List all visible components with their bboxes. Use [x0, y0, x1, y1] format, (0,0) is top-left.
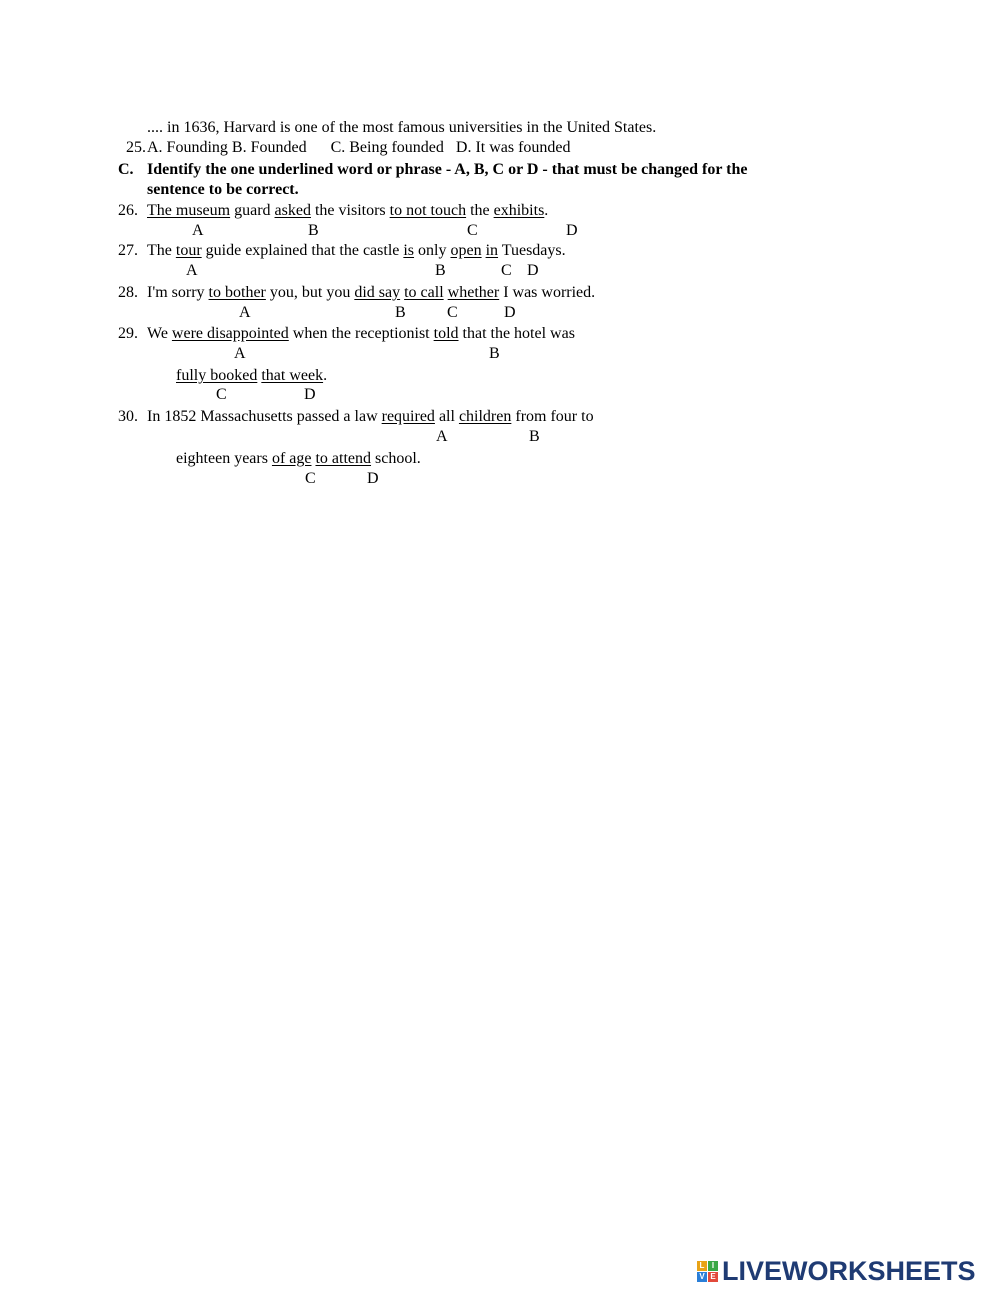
option-letter-d: D	[504, 304, 516, 321]
question-25	[118, 118, 146, 158]
option-letter-b: B	[529, 428, 540, 445]
sentence-text: the	[466, 202, 494, 219]
question-29-sentence	[147, 324, 575, 344]
underlined-option-b: is	[403, 242, 415, 259]
logo-tile: L	[697, 1261, 707, 1271]
sentence-text: guide explained that the castle	[201, 242, 404, 259]
section-label: C.	[118, 161, 134, 178]
underlined-option-a: The museum	[147, 202, 231, 219]
underlined-option-b: did say	[354, 284, 401, 301]
sentence-text: all	[434, 408, 459, 425]
section-instruction-line-2: sentence to be correct.	[147, 181, 299, 198]
sentence-text: We	[147, 325, 172, 342]
sentence-text: you, but you	[265, 284, 355, 301]
underlined-option-c: to not touch	[389, 202, 467, 219]
sentence-text: guard	[230, 202, 275, 219]
option-letter-a: A	[186, 262, 198, 279]
question-26-sentence	[147, 201, 548, 221]
sentence-text: I was worried.	[499, 284, 596, 301]
underlined-option-a: were disappointed	[171, 325, 289, 342]
sentence-text: I'm sorry	[147, 284, 209, 301]
logo-tile: I	[708, 1261, 718, 1271]
option-letter-b: B	[435, 262, 446, 279]
option-letter-d: D	[566, 222, 578, 239]
question-number: 26.	[118, 202, 138, 219]
underlined-option-d: in	[485, 242, 499, 259]
underlined-option-d: that week	[261, 367, 324, 384]
option-letter-c: C	[501, 262, 512, 279]
option-letter-a: A	[436, 428, 448, 445]
liveworksheets-logo	[697, 1256, 976, 1286]
sentence-text: only	[414, 242, 451, 259]
option-letter-c: C	[305, 470, 316, 487]
underlined-option-d: exhibits	[493, 202, 545, 219]
question-number: 28.	[118, 284, 138, 301]
underlined-option-c: of age	[271, 450, 312, 467]
question-30-sentence	[147, 407, 594, 427]
underlined-option-c: fully booked	[176, 367, 258, 384]
option-letter-d: D	[527, 262, 539, 279]
underlined-option-a: required	[381, 408, 435, 425]
question-30-sentence-cont	[176, 449, 421, 469]
underlined-option-a: to bother	[208, 284, 266, 301]
sentence-text: the visitors	[310, 202, 390, 219]
option-letter-b: B	[489, 345, 500, 362]
option-letter-a: A	[239, 304, 251, 321]
sentence-text: In 1852 Massachusetts passed a law	[147, 408, 382, 425]
sentence-text: The	[147, 242, 176, 259]
question-number: 29.	[118, 325, 138, 342]
sentence-text: .	[323, 367, 328, 384]
underlined-option-c: to call	[404, 284, 444, 301]
logo-tiles-icon	[697, 1261, 718, 1282]
option-letter-c: C	[467, 222, 478, 239]
sentence-text: that the hotel was	[458, 325, 575, 342]
option-letter-b: B	[395, 304, 406, 321]
underlined-option-d: whether	[447, 284, 500, 301]
sentence-text: Tuesdays.	[498, 242, 566, 259]
underlined-option-a: tour	[175, 242, 202, 259]
option-letter-d: D	[304, 386, 316, 403]
underlined-option-b: told	[433, 325, 459, 342]
option-letter-a: A	[234, 345, 246, 362]
question-number: 27.	[118, 242, 138, 259]
option-letter-d: D	[367, 470, 379, 487]
question-29-sentence-cont	[176, 366, 327, 386]
logo-tile: V	[697, 1272, 707, 1282]
question-28-sentence	[147, 283, 595, 303]
sentence-text: .	[544, 202, 549, 219]
sentence-text: when the receptionist	[288, 325, 434, 342]
question-number: 30.	[118, 408, 138, 425]
option-letter-c: C	[447, 304, 458, 321]
sentence-text: eighteen years	[176, 450, 272, 467]
sentence-text: from four to	[511, 408, 594, 425]
underlined-option-b: asked	[274, 202, 311, 219]
question-25-options: A. Founding B. Founded C. Being founded D. It was founded	[147, 139, 571, 156]
option-letter-b: B	[308, 222, 319, 239]
option-letter-c: C	[216, 386, 227, 403]
question-25-text: .... in 1636, Harvard is one of the most famous universities in the United States.	[147, 119, 657, 136]
question-number: 25.	[126, 139, 146, 156]
option-letter-a: A	[192, 222, 204, 239]
sentence-text: school.	[371, 450, 421, 467]
question-27-sentence	[147, 241, 566, 261]
logo-text: LIVEWORKSHEETS	[722, 1255, 976, 1286]
underlined-option-b: children	[458, 408, 512, 425]
section-instruction-line-1: Identify the one underlined word or phrase - A, B, C or D - that must be changed for the	[147, 161, 748, 178]
logo-tile: E	[708, 1272, 718, 1282]
underlined-option-c: open	[450, 242, 482, 259]
underlined-option-d: to attend	[315, 450, 372, 467]
